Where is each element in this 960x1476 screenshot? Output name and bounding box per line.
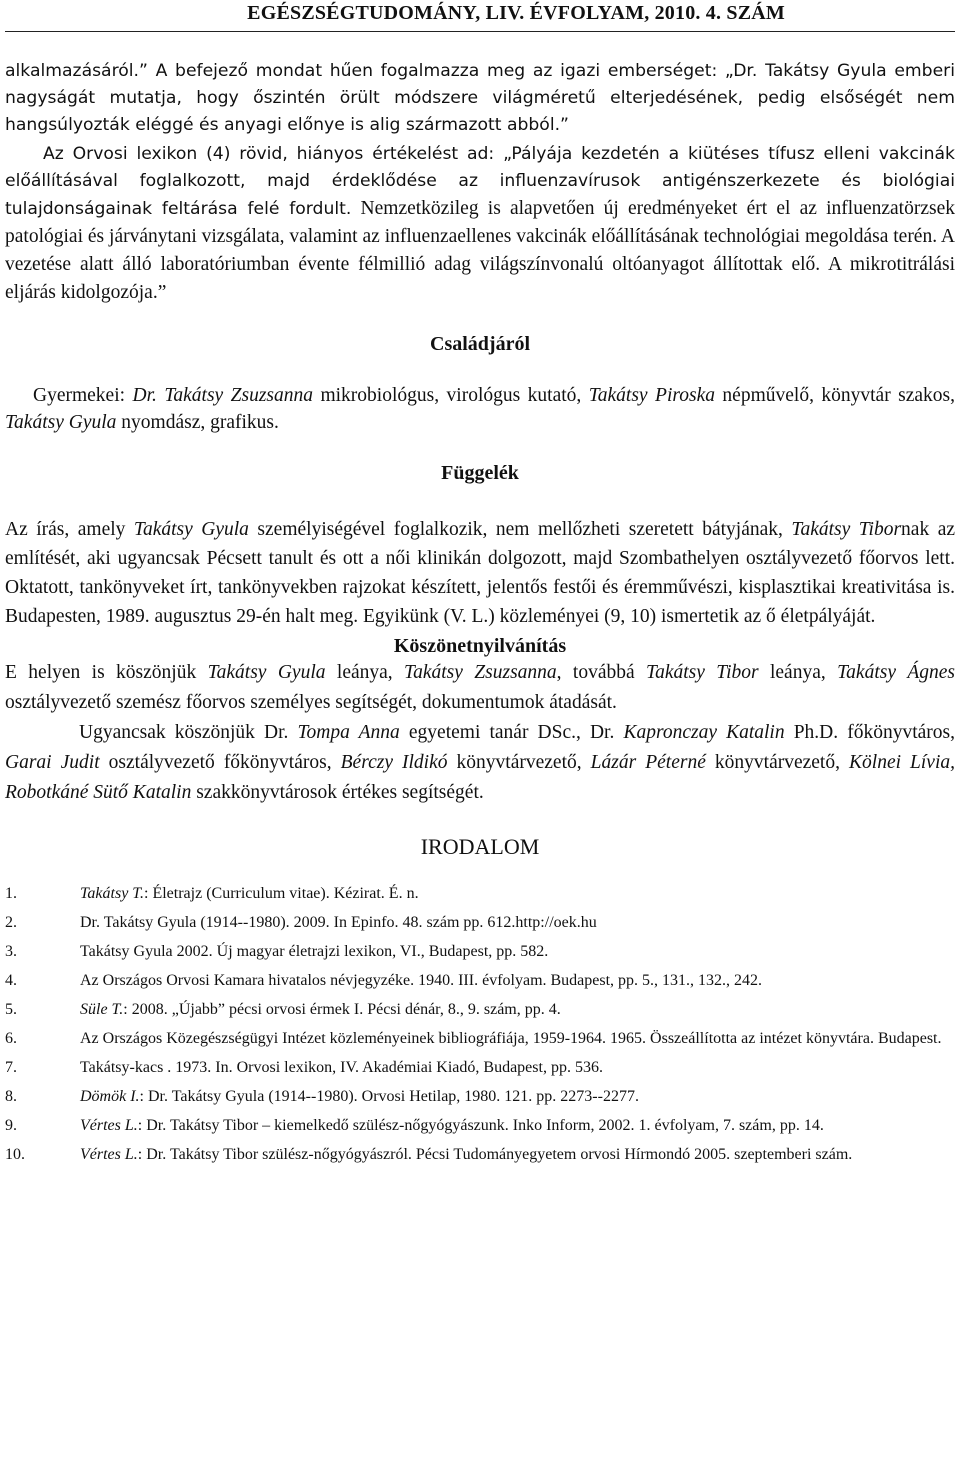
- family-text: Gyermekei:: [33, 385, 133, 406]
- family-name: Dr. Takátsy Zsuzsanna: [132, 385, 314, 406]
- thanks-text: osztályvezető szemész főorvos személyes segítségét, dokumentumok átadását.: [5, 692, 617, 713]
- reference-number: 2.: [5, 914, 17, 931]
- reference-item: [5, 1143, 955, 1167]
- reference-item: [5, 1114, 955, 1138]
- reference-item: [5, 882, 955, 906]
- thanks-name: Takátsy Ágnes: [837, 662, 956, 683]
- thanks-paragraph-2: [5, 718, 955, 808]
- family-text: nyomdász, grafikus.: [116, 412, 279, 433]
- thanks-heading: Köszönetnyilvánítás: [393, 635, 567, 657]
- reference-number: 7.: [5, 1059, 17, 1076]
- intro-text-2b: Nemzetközileg is alapvetően új eredményeket ért el az influenzatörzsek patológiai és járványtani vizsgálata, valamint az influenzaellenes vakcinák előállításának technológiai megoldása terén. A vezetése alatt álló laboratóriumban évente félmillió adag világszínvonalú oltóanyagot állítottak elő. A mikrotitrálási eljárás kidolgozója.”: [5, 198, 955, 303]
- family-paragraph: [5, 382, 955, 436]
- reference-item: [5, 1056, 955, 1080]
- reference-body: : Dr. Takátsy Tibor szülész-nőgyógyászról. Pécsi Tudományegyetem orvosi Hírmondó 2005. szeptemberi szám.: [137, 1146, 853, 1163]
- thanks-text: könyvtárvezető,: [705, 752, 850, 773]
- reference-body: Takátsy Gyula 2002. Új magyar életrajzi lexikon, VI., Budapest, pp. 582.: [80, 943, 549, 960]
- thanks-text: egyetemi tanár DSc., Dr.: [399, 722, 624, 743]
- reference-text: [80, 1056, 955, 1080]
- reference-text: [80, 1027, 955, 1051]
- appendix-name: Takátsy Gyula: [133, 519, 249, 540]
- reference-text: [80, 882, 955, 906]
- references-list: [5, 882, 955, 1167]
- document-page: [5, 0, 955, 1172]
- appendix-text: Az írás, amely: [5, 519, 134, 540]
- intro-paragraph-2: [5, 141, 955, 307]
- thanks-name: Kölnei Lívia, Robotkáné Sütő Katalin: [5, 752, 956, 803]
- reference-item: [5, 1085, 955, 1109]
- reference-body: Dr. Takátsy Gyula (1914--1980). 2009. In Epinfo. 48. szám pp. 612.http://oek.hu: [80, 914, 597, 931]
- thanks-name: Bérczy Ildikó: [340, 752, 448, 773]
- thanks-name: Tompa Anna: [297, 722, 400, 743]
- reference-number: 5.: [5, 1001, 17, 1018]
- thanks-name: Kapronczay Katalin: [623, 722, 785, 743]
- family-text: népművelő, könyvtár szakos,: [714, 385, 956, 406]
- reference-item: [5, 911, 955, 935]
- reference-item: [5, 940, 955, 964]
- reference-text: [80, 911, 955, 935]
- thanks-name: Takátsy Zsuzsanna: [404, 662, 557, 683]
- thanks-paragraph-1: [5, 658, 955, 718]
- reference-text: [80, 1143, 955, 1167]
- reference-body: : Dr. Takátsy Tibor – kiemelkedő szülész-nőgyógyászunk. Inko Inform, 2002. 1. évfolyam, 7. szám, pp. 14.: [137, 1117, 824, 1134]
- reference-number: 8.: [5, 1088, 17, 1105]
- reference-author: Süle T.: [80, 1001, 124, 1018]
- thanks-text: osztályvezető főkönyvtáros,: [99, 752, 341, 773]
- family-text: mikrobiológus, virológus kutató,: [313, 385, 589, 406]
- reference-text: [80, 969, 955, 993]
- thanks-name: Lázár Péterné: [590, 752, 706, 773]
- reference-author: Vértes L.: [80, 1146, 138, 1163]
- reference-author: Vértes L.: [80, 1117, 138, 1134]
- reference-body: Takátsy-kacs . 1973. In. Orvosi lexikon, IV. Akadémiai Kiadó, Budapest, pp. 536.: [80, 1059, 603, 1076]
- references-heading: IRODALOM: [420, 834, 540, 859]
- reference-author: Dömök I.: [80, 1088, 140, 1105]
- reference-number: 1.: [5, 885, 17, 902]
- reference-body: Az Országos Közegészségügyi Intézet közleményeinek bibliográfiája, 1959-1964. 1965. Összeállította az intézet könyvtára. Budapest.: [80, 1030, 942, 1047]
- thanks-name: Takátsy Gyula: [207, 662, 326, 683]
- thanks-text: leánya,: [758, 662, 838, 683]
- reference-number: 3.: [5, 943, 17, 960]
- family-heading: Családjáról: [430, 333, 530, 355]
- reference-author: Takátsy T.: [80, 885, 145, 902]
- reference-item: [5, 1027, 955, 1051]
- reference-number: 4.: [5, 972, 17, 989]
- thanks-text: E helyen is köszönjük: [5, 662, 208, 683]
- reference-number: 9.: [5, 1117, 17, 1134]
- thanks-text: könyvtárvezető,: [447, 752, 591, 773]
- family-name: Takátsy Gyula: [5, 412, 117, 433]
- thanks-text: leánya,: [325, 662, 405, 683]
- thanks-name: Takátsy Tibor: [646, 662, 759, 683]
- appendix-text: nak az említését, aki ugyancsak Pécsett tanult és ott a női klinikán dolgozott, majd Szombathelyen osztályvezető főorvos lett. Oktatott, tankönyveket írt, tankönyvekben rajzokat készített, jelentős festői és éremművészi, kisplasztikai kreativitása is. Budapesten, 1989. augusztus 29-én halt meg. Egyikünk (V. L.) közleményei (9, 10) ismertetik az ő életpályáját.: [5, 519, 956, 627]
- reference-body: : Dr. Takátsy Gyula (1914--1980). Orvosi Hetilap, 1980. 121. pp. 2273--2277.: [139, 1088, 639, 1105]
- reference-body: Az Országos Orvosi Kamara hivatalos névjegyzéke. 1940. III. évfolyam. Budapest, pp. 5., 131., 132., 242.: [80, 972, 763, 989]
- reference-body: : Életrajz (Curriculum vitae). Kézirat. É. n.: [144, 885, 419, 902]
- reference-text: [80, 1114, 955, 1138]
- thanks-text: Ph.D. főkönyvtáros,: [784, 722, 955, 743]
- reference-item: [5, 969, 955, 993]
- intro-text-2a: Az Orvosi lexikon (4) rövid, hiányos értékelést ad: „Pályája kezdetén a kiütéses tífusz elleni vakcinák előállításával foglalkozott, majd érdeklődése az influenzavírusok antigénszerkezete és biológiai tulajdonságainak feltárása felé fordult.: [5, 144, 955, 219]
- reference-number: 10.: [5, 1146, 25, 1163]
- thanks-text: szakkönyvtárosok értékes segítségét.: [191, 782, 484, 803]
- reference-text: [80, 998, 955, 1022]
- running-header: EGÉSZSÉGTUDOMÁNY, LIV. ÉVFOLYAM, 2010. 4. SZÁM: [247, 2, 785, 24]
- appendix-paragraph: [5, 515, 955, 631]
- thanks-name: Garai Judit: [5, 752, 100, 773]
- reference-item: [5, 998, 955, 1022]
- thanks-text: Ugyancsak köszönjük Dr.: [79, 722, 298, 743]
- reference-text: [80, 940, 955, 964]
- reference-number: 6.: [5, 1030, 17, 1047]
- appendix-text: személyiségével foglalkozik, nem mellőzheti szeretett bátyjának,: [248, 519, 792, 540]
- reference-body: : 2008. „Újabb” pécsi orvosi érmek I. Pécsi dénár, 8., 9. szám, pp. 4.: [123, 1001, 561, 1018]
- intro-paragraph-1: [5, 58, 955, 139]
- appendix-name: Takátsy Tibor: [791, 519, 902, 540]
- family-name: Takátsy Piroska: [588, 385, 715, 406]
- appendix-heading: Függelék: [441, 462, 519, 484]
- thanks-text: , továbbá: [556, 662, 647, 683]
- reference-text: [80, 1085, 955, 1109]
- intro-text-1: alkalmazásáról.” A befejező mondat hűen fogalmazza meg az igazi emberséget: „Dr. Takátsy Gyula emberi nagyságát mutatja, hogy őszintén örült módszere világméretű elterjedésének, pedig elsőségét nem hangsúlyozták eléggé és anyagi előnye is alig származott abból.”: [5, 61, 955, 135]
